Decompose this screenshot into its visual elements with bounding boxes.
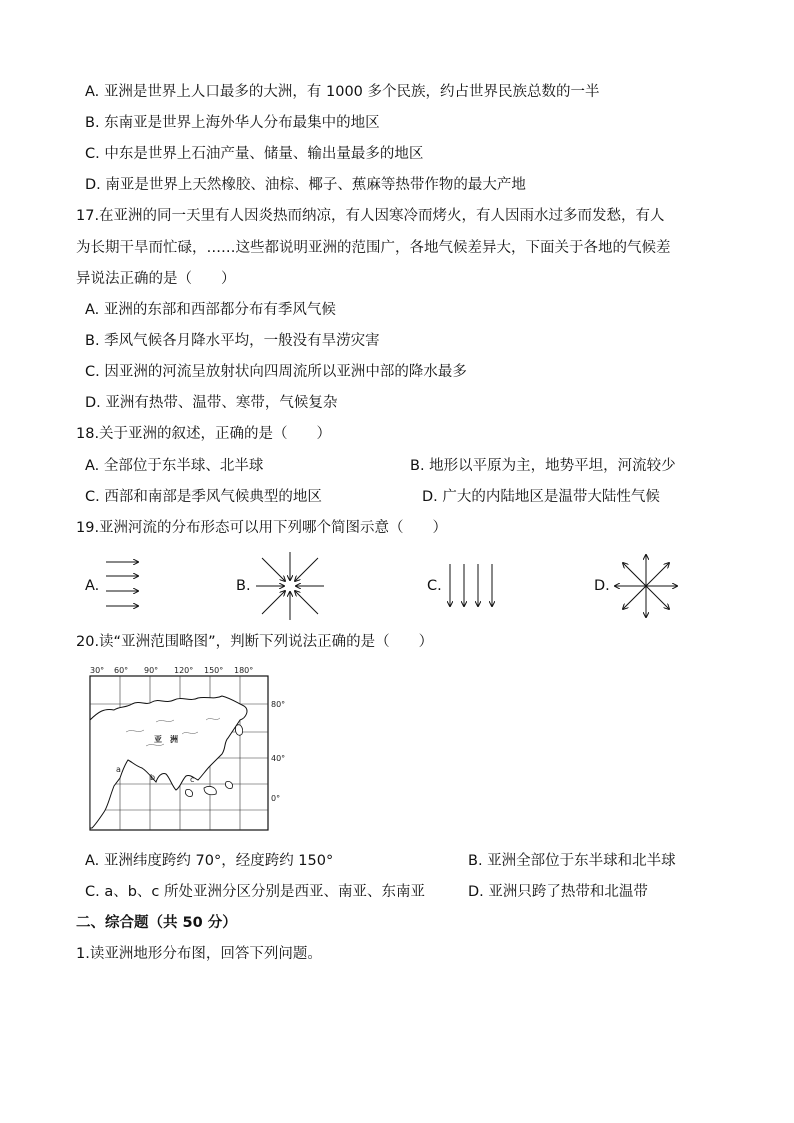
q19-option-c-label: C. <box>427 578 442 594</box>
asia-range-map <box>86 662 296 834</box>
section-2-q1-stem: 1.读亚洲地形分布图，回答下列问题。 <box>76 946 322 962</box>
q17-stem-line-1: 17.在亚洲的同一天里有人因炎热而纳凉，有人因寒冷而烤火，有人因雨水过多而发愁，有人 <box>76 208 665 224</box>
map-mark-a: a <box>116 765 121 774</box>
q19-option-a-label: A. <box>85 578 100 594</box>
q17-option-c: C. 因亚洲的河流呈放射状向四周流所以亚洲中部的降水最多 <box>85 364 467 380</box>
map-lon-label-120: 120° <box>174 666 194 675</box>
q20-option-d: D. 亚洲只跨了热带和北温带 <box>468 884 648 900</box>
q16-option-d: D. 南亚是世界上天然橡胶、油棕、椰子、蕉麻等热带作物的最大产地 <box>85 177 526 193</box>
map-lon-label-30: 30° <box>90 666 105 675</box>
q20-option-c: C. a、b、c 所处亚洲分区分别是西亚、南亚、东南亚 <box>85 884 426 900</box>
radiating-arrows-diagram <box>612 552 680 620</box>
q20-stem: 20.读“亚洲范围略图”，判断下列说法正确的是（ ） <box>76 634 434 650</box>
converging-arrows-diagram <box>254 550 326 622</box>
map-lat-label-40: 40° <box>271 754 286 763</box>
q18-stem: 18.关于亚洲的叙述，正确的是（ ） <box>76 426 332 442</box>
q16-option-b: B. 东南亚是世界上海外华人分布最集中的地区 <box>85 115 380 131</box>
q18-option-b: B. 地形以平原为主，地势平坦，河流较少 <box>410 458 676 474</box>
map-lon-label-60: 60° <box>114 666 129 675</box>
q17-option-b: B. 季风气候各月降水平均，一般没有旱涝灾害 <box>85 333 380 349</box>
map-mark-b: b <box>150 773 156 782</box>
q18-option-d: D. 广大的内陆地区是温带大陆性气候 <box>422 489 660 505</box>
map-mark-c: c <box>190 775 195 784</box>
q17-option-d: D. 亚洲有热带、温带、寒带，气候复杂 <box>85 395 338 411</box>
q17-stem-line-2: 为长期干旱而忙碌，……这些都说明亚洲的范围广，各地气候差异大，下面关于各地的气候差 <box>76 240 671 256</box>
q18-option-c: C. 西部和南部是季风气候典型的地区 <box>85 489 322 505</box>
q20-option-a: A. 亚洲纬度跨约 70°，经度跨约 150° <box>85 853 334 869</box>
q19-option-b-label: B. <box>236 578 251 594</box>
q19-option-d-label: D. <box>594 578 610 594</box>
q20-option-b: B. 亚洲全部位于东半球和北半球 <box>468 853 676 869</box>
map-lon-label-150: 150° <box>204 666 224 675</box>
downward-arrows-diagram <box>444 562 500 610</box>
map-lat-label-80: 80° <box>271 700 286 709</box>
q17-option-a: A. 亚洲的东部和西部都分布有季风气候 <box>85 302 336 318</box>
map-lat-label-0: 0° <box>271 794 281 803</box>
q18-option-a: A. 全部位于东半球、北半球 <box>85 458 264 474</box>
parallel-arrows-diagram <box>104 556 144 612</box>
q19-stem: 19.亚洲河流的分布形态可以用下列哪个简图示意（ ） <box>76 520 448 536</box>
map-region-label: 亚 洲 <box>154 735 178 744</box>
map-lon-label-180: 180° <box>234 666 254 675</box>
q16-option-c: C. 中东是世界上石油产量、储量、输出量最多的地区 <box>85 146 424 162</box>
map-lon-label-90: 90° <box>144 666 159 675</box>
q16-option-a: A. 亚洲是世界上人口最多的大洲，有 1000 多个民族，约占世界民族总数的一半 <box>85 84 600 100</box>
section-2-title: 二、综合题（共 50 分） <box>76 915 237 931</box>
q17-stem-line-3: 异说法正确的是（ ） <box>76 271 236 287</box>
